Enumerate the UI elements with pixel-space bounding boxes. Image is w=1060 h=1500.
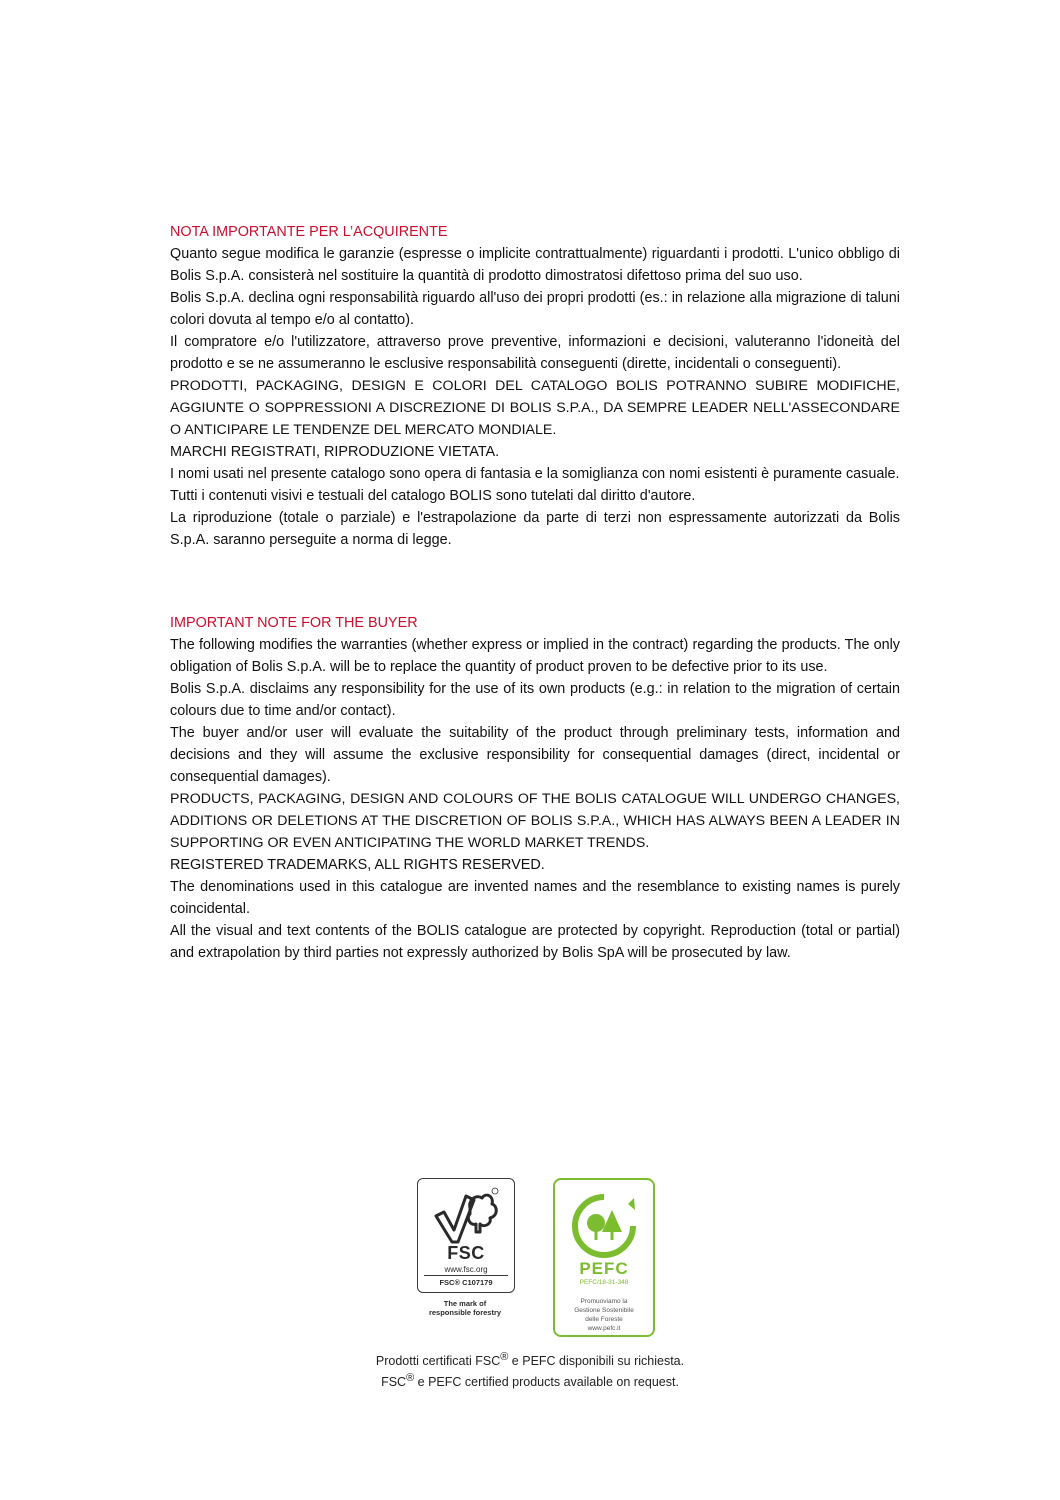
pefc-desc-line2: Gestione Sostenibile <box>574 1307 634 1314</box>
fsc-website: www.fsc.org <box>444 1265 488 1274</box>
pefc-desc-line3: delle Foreste <box>585 1316 623 1323</box>
italian-paragraph-warranty: Quanto segue modifica le garanzie (espresse o implicite contrattualmente) riguardanti i prodotti. L'unico obbligo di Bolis S.p.A. consisterà nel sostituire la quantità di prodotto dimostratosi difettoso prima del suo uso. <box>170 246 900 284</box>
fsc-tree-check-icon <box>432 1186 500 1248</box>
pefc-description <box>555 1297 653 1324</box>
cert-en-mid: e PEFC <box>414 1375 465 1389</box>
english-paragraph-disclaimer: Bolis S.p.A. disclaims any responsibility for the use of its own products (e.g.: in relation to the migration of certain colours due to time and/or contact). <box>170 681 900 719</box>
cert-en-prefix: FSC <box>381 1375 407 1389</box>
certification-logos <box>0 1175 1060 1345</box>
registered-symbol: ® <box>500 1350 509 1363</box>
italian-paragraph-reproduction: La riproduzione (totale o parziale) e l'estrapolazione da parte di terzi non espressamente autorizzati da Bolis S.p.A. saranno perseguite a norma di legge. <box>170 510 900 548</box>
english-paragraph-names: The denominations used in this catalogue are invented names and the resemblance to existing names is purely coincidental. <box>170 879 900 917</box>
pefc-trees-icon <box>572 1194 636 1258</box>
english-paragraph-changes: PRODUCTS, PACKAGING, DESIGN AND COLOURS OF THE BOLIS CATALOGUE WILL UNDERGO CHANGES, ADDITIONS OR DELETIONS AT THE DISCRETION OF BOLIS S.P.A., WHICH HAS ALWAYS BEEN A LEADER IN SUPPORTING OR EVEN ANTICIPATING THE WORLD MARKET TRENDS. <box>170 791 900 851</box>
italian-paragraph-changes: PRODOTTI, PACKAGING, DESIGN E COLORI DEL CATALOGO BOLIS POTRANNO SUBIRE MODIFICHE, AGGIUNTE O SOPPRESSIONI A DISCREZIONE DI BOLIS S.P.A., DA SEMPRE LEADER NELL'ASSECONDARE O ANTICIPARE LE TENDENZE DEL MERCATO MONDIALE. <box>170 378 900 438</box>
certification-note-italian <box>0 1351 1060 1372</box>
pefc-website: www.pefc.it <box>587 1325 621 1332</box>
fsc-tagline <box>400 1300 530 1317</box>
italian-paragraph-trademarks: MARCHI REGISTRATI, RIPRODUZIONE VIETATA. <box>170 444 500 460</box>
cert-it-mid: e PEFC <box>508 1354 560 1368</box>
registered-symbol: ® <box>406 1371 415 1384</box>
fsc-license-code: FSC® C107179 <box>439 1278 493 1287</box>
english-paragraph-warranty: The following modifies the warranties (whether express or implied in the contract) regarding the products. The only obligation of Bolis S.p.A. will be to replace the quantity of product proven to be defective prior to its use. <box>170 637 900 675</box>
fsc-divider <box>424 1275 508 1276</box>
fsc-tagline-line1: The mark of <box>443 1299 487 1308</box>
fsc-tagline-line2: responsible forestry <box>428 1307 502 1317</box>
italian-paragraph-buyer: Il compratore e/o l'utilizzatore, attraverso prove preventive, informazioni e decisioni, valuteranno l'idoneità del prodotto e se ne assumeranno le esclusive responsabilità conseguenti (dirette, incidentali o conseguenti). <box>170 334 900 372</box>
italian-paragraph-disclaimer: Bolis S.p.A. declina ogni responsabilità riguardo all'uso dei propri prodotti (es.: in relazione alla migrazione di taluni colori dovuta al tempo e/o al contatto). <box>170 290 900 328</box>
cert-en-suffix: certified products available on request. <box>464 1375 679 1389</box>
pefc-desc-line1: Promuoviamo la <box>580 1298 628 1305</box>
italian-notice <box>170 221 900 551</box>
pefc-code: PEFC/18-31-348 <box>579 1279 629 1286</box>
certification-note-english <box>0 1372 1060 1393</box>
italian-paragraph-names: I nomi usati nel presente catalogo sono opera di fantasia e la somiglianza con nomi esistenti è puramente casuale. <box>170 466 900 482</box>
english-paragraph-copyright: All the visual and text contents of the BOLIS catalogue are protected by copyright. Reproduction (total or partial) and extrapolation by third parties not expressly authorized by Bolis SpA will be prosecuted by law. <box>170 923 900 961</box>
fsc-name: FSC <box>447 1243 485 1263</box>
english-notice <box>170 612 900 964</box>
fsc-logo <box>417 1178 515 1293</box>
english-paragraph-buyer: The buyer and/or user will evaluate the suitability of the product through preliminary tests, information and decisions and they will assume the exclusive responsibility for consequential damages (direct, incidental or consequential damages). <box>170 725 900 785</box>
cert-it-suffix: disponibili su richiesta. <box>559 1354 685 1368</box>
italian-paragraph-copyright: Tutti i contenuti visivi e testuali del catalogo BOLIS sono tutelati dal diritto d'autore. <box>170 488 696 504</box>
cert-it-prefix: Prodotti certificati FSC <box>375 1354 501 1368</box>
pefc-logo <box>553 1178 655 1337</box>
pefc-name: PEFC <box>579 1259 629 1278</box>
certification-note <box>0 1351 1060 1393</box>
italian-heading: NOTA IMPORTANTE PER L’ACQUIRENTE <box>170 224 448 240</box>
english-paragraph-trademarks: REGISTERED TRADEMARKS, ALL RIGHTS RESERVED. <box>170 857 545 873</box>
english-heading: IMPORTANT NOTE FOR THE BUYER <box>170 615 418 631</box>
